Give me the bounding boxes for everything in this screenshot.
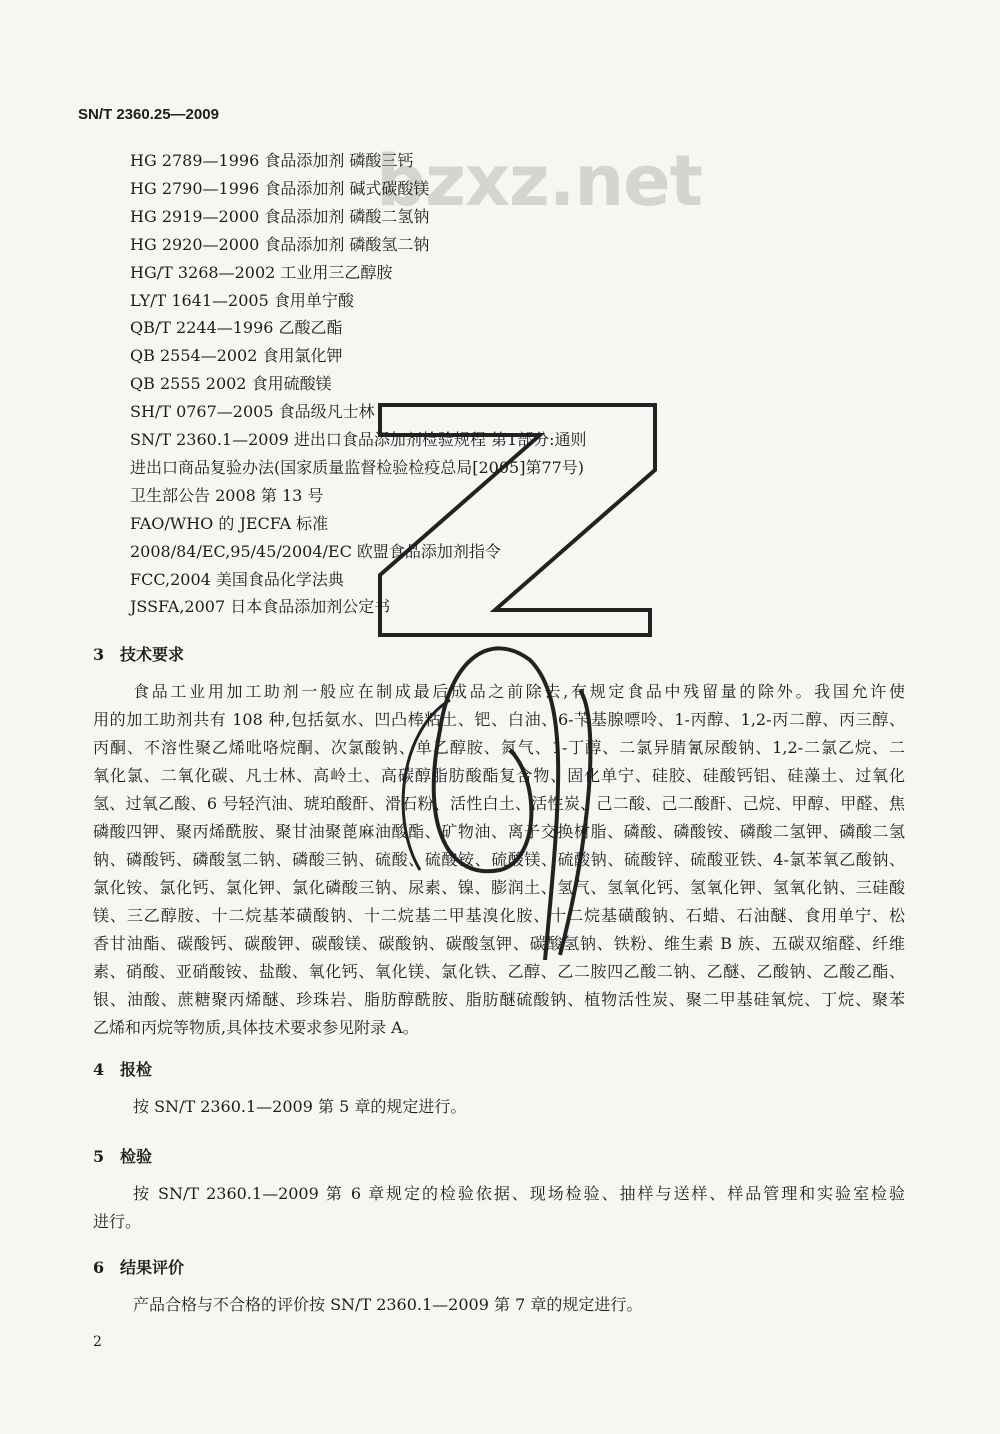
reference-item: HG 2919—2000 食品添加剂 磷酸二氢钠	[130, 206, 430, 226]
section-number: 6	[93, 1258, 105, 1277]
section-title: 技术要求	[120, 645, 185, 664]
paragraph-line: 氢、过氧乙酸、6 号轻汽油、琥珀酸酐、滑石粉、活性白土、活性炭、己二酸、己二酸酐、己烷、甲醇、甲醛、焦	[93, 794, 905, 813]
section-title: 结果评价	[120, 1258, 185, 1277]
reference-item: FCC,2004 美国食品化学法典	[130, 569, 344, 589]
reference-item: SN/T 2360.1—2009 进出口食品添加剂检验规程 第1部分:通则	[130, 430, 587, 449]
page-number: 2	[93, 1334, 102, 1350]
reference-item: HG/T 3268—2002 工业用三乙醇胺	[130, 262, 393, 282]
paragraph-line: 乙烯和丙烷等物质,具体技术要求参见附录 A。	[93, 1018, 419, 1037]
paragraph-line: 香甘油酯、碳酸钙、碳酸钾、碳酸镁、碳酸钠、碳酸氢钾、碳酸氢钠、铁粉、维生素 B 族、五碳双缩醛、纤维	[93, 934, 905, 953]
paragraph-line: 氧化氯、二氧化碳、凡士林、高岭土、高碳醇脂肪酸酯复合物、固化单宁、硅胶、硅酸钙铝、硅藻土、过氧化	[93, 766, 905, 785]
paragraph-line: 进行。	[93, 1212, 142, 1231]
reference-item: QB 2555 2002 食用硫酸镁	[130, 374, 332, 394]
reference-item: LY/T 1641—2005 食用单宁酸	[130, 290, 354, 310]
paragraph-line: 按 SN/T 2360.1—2009 第 6 章规定的检验依据、现场检验、抽样与送样、样品管理和实验室检验	[133, 1184, 905, 1203]
section-heading-4	[93, 1060, 152, 1080]
section-number: 5	[93, 1147, 105, 1166]
section-title: 检验	[120, 1147, 153, 1166]
paragraph-line: 银、油酸、蔗糖聚丙烯醚、珍珠岩、脂肪醇酰胺、脂肪醚硫酸钠、植物活性炭、聚二甲基硅氧烷、丁烷、聚苯	[93, 990, 905, 1009]
reference-item: QB/T 2244—1996 乙酸乙酯	[130, 318, 343, 338]
paragraph-line: 镁、三乙醇胺、十二烷基苯磺酸钠、十二烷基二甲基溴化胺、十二烷基磺酸钠、石蜡、石油醚、食用单宁、松	[93, 906, 905, 925]
paragraph-line: 素、硝酸、亚硝酸铵、盐酸、氧化钙、氧化镁、氯化铁、乙醇、乙二胺四乙酸二钠、乙醚、乙酸钠、乙酸乙酯、	[93, 962, 905, 981]
section-heading-5	[93, 1147, 152, 1167]
paragraph-line: 产品合格与不合格的评价按 SN/T 2360.1—2009 第 7 章的规定进行。	[133, 1295, 643, 1314]
reference-item: HG 2789—1996 食品添加剂 磷酸三钙	[130, 151, 414, 170]
reference-item: FAO/WHO 的 JECFA 标准	[130, 513, 329, 533]
paragraph-line: 用的加工助剂共有 108 种,包括氨水、凹凸棒粘土、钯、白油、6-苄基腺嘌呤、1-丙醇、1,2-丙二醇、丙三醇、	[93, 710, 905, 729]
reference-item: JSSFA,2007 日本食品添加剂公定书	[130, 597, 391, 617]
reference-item: 进出口商品复验办法(国家质量监督检验检疫总局[2005]第77号)	[130, 457, 585, 477]
section-number: 4	[93, 1060, 105, 1079]
reference-item: 卫生部公告 2008 第 13 号	[130, 485, 324, 505]
document-header: SN/T 2360.25—2009	[78, 106, 219, 123]
paragraph-line: 氯化铵、氯化钙、氯化钾、氯化磷酸三钠、尿素、镍、膨润土、氢气、氢氧化钙、氢氧化钾、氢氧化钠、三硅酸	[93, 878, 905, 897]
paragraph-line: 丙酮、不溶性聚乙烯吡咯烷酮、次氯酸钠、单乙醇胺、氮气、1-丁醇、二氯异腈氰尿酸钠、1,2-二氯乙烷、二	[93, 738, 905, 757]
watermark-logo-icon	[360, 400, 660, 960]
reference-item: 2008/84/EC,95/45/2004/EC 欧盟食品添加剂指令	[130, 541, 501, 561]
reference-item: HG 2790—1996 食品添加剂 碱式碳酸镁	[130, 178, 430, 198]
watermark: bzxz.net	[376, 140, 703, 222]
paragraph-line: 钠、磷酸钙、磷酸氢二钠、磷酸三钠、硫酸、硫酸铵、硫酸镁、硫酸钠、硫酸锌、硫酸亚铁、4-氯苯氧乙酸钠、	[93, 850, 905, 869]
reference-item: QB 2554—2002 食用氯化钾	[130, 346, 343, 366]
section-heading-6	[93, 1258, 184, 1278]
section-number: 3	[93, 645, 105, 664]
reference-item: SH/T 0767—2005 食品级凡士林	[130, 402, 375, 422]
section-title: 报检	[120, 1060, 153, 1079]
section-heading-3	[93, 645, 184, 665]
paragraph-line: 食品工业用加工助剂一般应在制成最后成品之前除去,有规定食品中残留量的除外。我国允许使	[133, 682, 905, 701]
paragraph-line: 按 SN/T 2360.1—2009 第 5 章的规定进行。	[133, 1097, 467, 1116]
paragraph-line: 磷酸四钾、聚丙烯酰胺、聚甘油聚蓖麻油酸酯、矿物油、离子交换树脂、磷酸、磷酸铵、磷酸二氢钾、磷酸二氢	[93, 822, 905, 841]
reference-item: HG 2920—2000 食品添加剂 磷酸氢二钠	[130, 234, 430, 254]
